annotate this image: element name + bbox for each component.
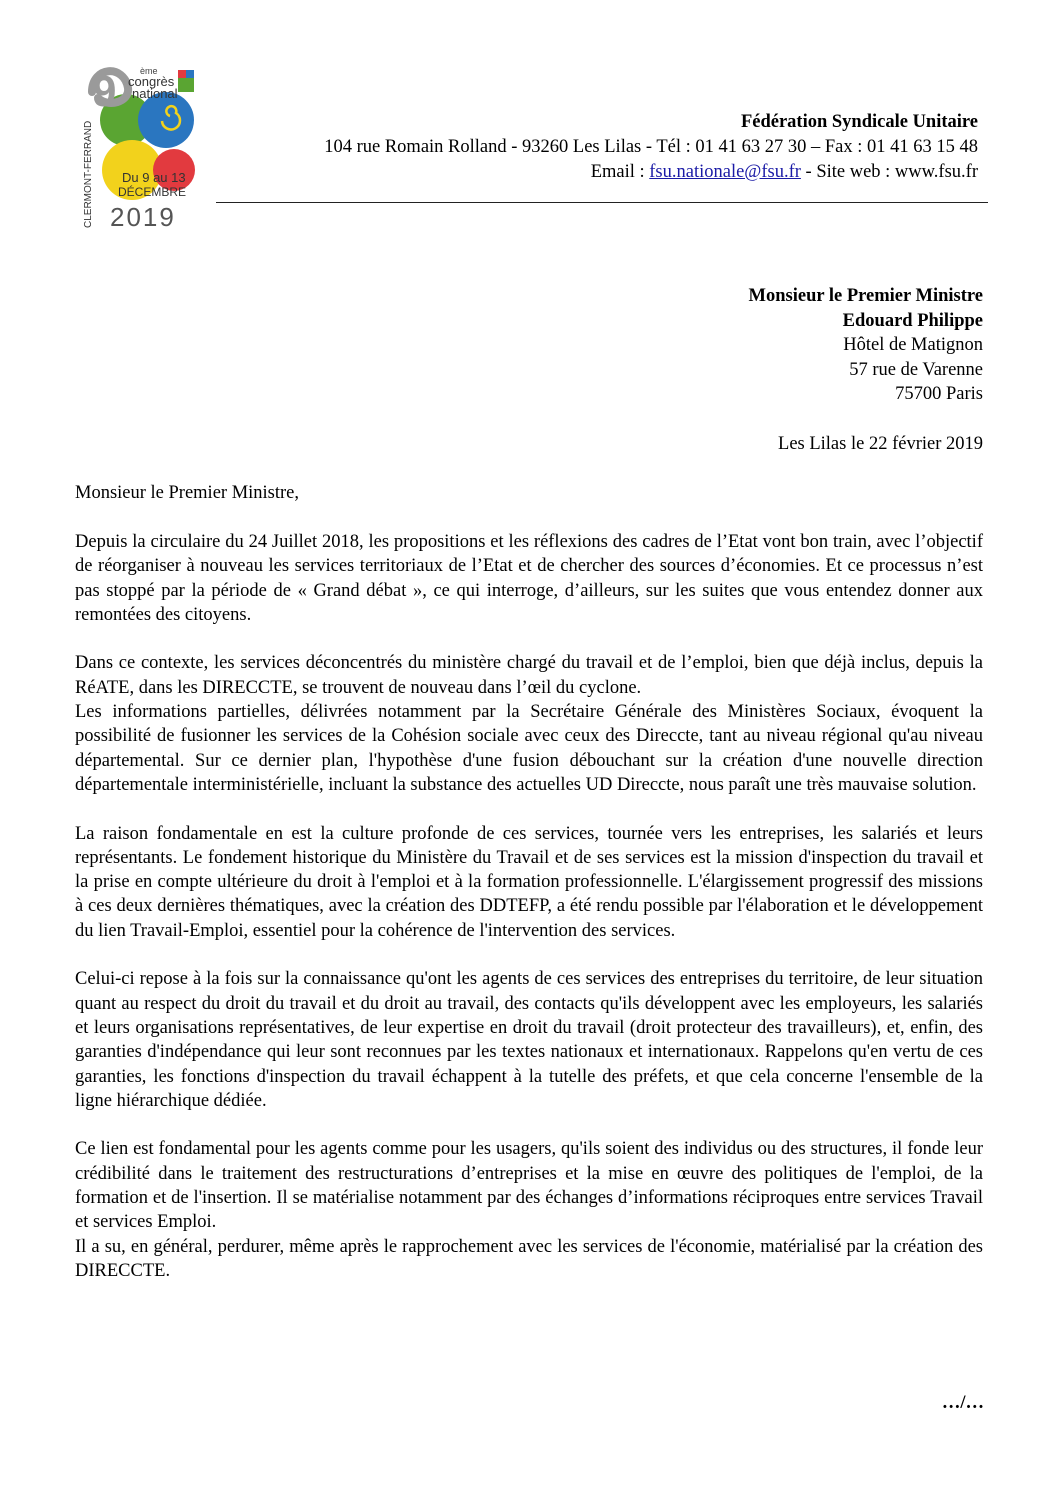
dateline: Les Lilas le 22 février 2019 (778, 434, 983, 454)
letter-body (75, 530, 983, 1283)
logo-year: 2019 (110, 202, 176, 230)
org-name: Fédération Syndicale Unitaire (740, 112, 978, 132)
website-text: - Site web : www.fsu.fr (800, 162, 978, 182)
paragraph: Les informations partielles, délivrées notamment par la Secrétaire Générale des Ministères Sociaux, évoquent la possibilité de fusionner les services de la Cohésion sociale avec ceux des Direccte, tant au niveau régional qu'au niveau départemental. Sur ce dernier plan, l'hypothèse d'une fusion débouchant sur la création d'une nouvelle direction départementale interministérielle, incluant la substance des actuelles UD Direccte, nous paraît une très mauvaise solution. (75, 702, 983, 795)
recipient-title: Monsieur le Premier Ministre (748, 286, 983, 306)
recipient-city: 75700 Paris (895, 384, 983, 404)
logo-ordinal-number: 9 (92, 67, 117, 116)
logo-city: CLERMONT-FERRAND (83, 120, 94, 228)
org-address: 104 rue Romain Rolland - 93260 Les Lilas - Tél : 01 41 63 27 30 – Fax : 01 41 63 15 48 (324, 137, 978, 157)
logo-congress-line2: national (132, 86, 178, 101)
logo-congress-line1: congrès (128, 74, 175, 89)
logo-ordinal-suffix: ème (140, 66, 158, 76)
paragraph: Il a su, en général, perdurer, même après le rapprochement avec les services de l'économie, matérialisé par la création des DIRECCTE. (75, 1236, 983, 1281)
recipient-block (560, 284, 983, 407)
paragraph: Ce lien est fondamental pour les agents comme pour les usagers, qu'ils soient des individus ou des structures, il fonde leur crédibilité dans le traitement des restructurations d’entreprises et la mise en œuvre des politiques de l'emploi, de la formation et de l'insertion. Il se matérialise notamment par des échanges d’informations réciproques entre services Travail et services Emploi. (75, 1139, 983, 1233)
email-label: Email : (590, 162, 650, 182)
logo-dates-line1: Du 9 au 13 (122, 170, 186, 185)
continuation-mark: …/… (941, 1393, 984, 1413)
paragraph: La raison fondamentale en est la culture profonde de ces services, tournée vers les entreprises, les salariés et leurs représentants. Le fondement historique du Ministère du Travail et de ses services est la mission d'inspection du travail et la prise en compte ultérieure du droit à l'emploi et à la formation professionnelle. L'élargissement progressif des missions à ces deux dernières thématiques, avec la création des DDTEFP, a été rendu possible par l'élaboration et le développement du lien Travail-Emploi, essentiel pour la cohérence de l'intervention des services. (75, 823, 983, 941)
paragraph: Dans ce contexte, les services déconcentrés du ministère chargé du travail et de l’emploi, bien que déjà inclus, depuis la RéATE, dans les DIRECCTE, se trouvent de nouveau dans l’œil du cyclone. (75, 653, 983, 698)
recipient-street: 57 rue de Varenne (849, 359, 983, 380)
paragraph: Celui-ci repose à la fois sur la connaissance qu'ont les agents de ces services des entreprises du territoire, de leur situation quant au respect du droit du travail et du droit au travail, des contacts qu'ils développent avec les employeurs, les salariés et leurs organisations représentatives, de leur expertise en droit du travail (droit protecteur des travailleurs), et, enfin, des garanties d'indépendance qui leur sont reconnues par les textes nationaux et internationaux. Rappelons qu'en vertu de ces garanties, les fonctions d'inspection du travail échappent à la tutelle des préfets, et que cela concerne l'ensemble de la ligne hiérarchique dédiée. (75, 969, 983, 1111)
salutation: Monsieur le Premier Ministre, (75, 483, 300, 503)
letterhead (212, 110, 978, 185)
recipient-name: Edouard Philippe (842, 310, 983, 331)
header-divider (216, 202, 988, 203)
congress-logo (78, 62, 200, 230)
logo-dates-line2: DÉCEMBRE (118, 185, 187, 199)
recipient-building: Hôtel de Matignon (843, 335, 983, 355)
email-link[interactable]: fsu.nationale@fsu.fr (649, 162, 801, 182)
paragraph: Depuis la circulaire du 24 Juillet 2018, les propositions et les réflexions des cadres de l’Etat vont bon train, avec l’objectif de réorganiser à nouveau les services territoriaux de l’Etat et de chercher des sources d’économies. Et ce processus n’est pas stoppé par la période de « Grand débat », ce qui interroge, d’ailleurs, sur les suites que vous entendez donner aux remontées des citoyens. (75, 532, 983, 625)
org-contact-line (212, 160, 978, 185)
